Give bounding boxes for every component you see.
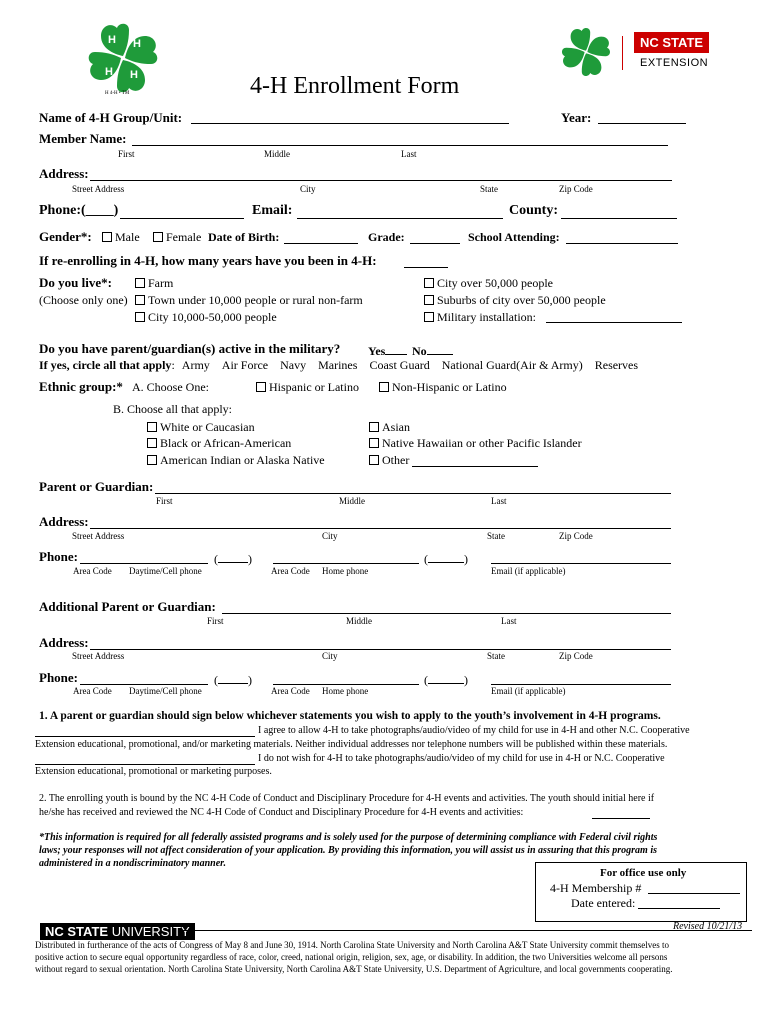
guardian1-home-input[interactable] xyxy=(273,563,419,564)
guardian2-area-code2: Area Code xyxy=(271,686,310,696)
guardian1-area-code: Area Code xyxy=(73,566,112,576)
guardian1-first: First xyxy=(156,496,173,506)
guardian1-daytime-input[interactable] xyxy=(80,563,208,564)
checkbox-icon[interactable] xyxy=(147,422,157,432)
disclaimer-line-1: *This information is required for all federally assisted programs and is solely used for the purpose of determining compliance with Federal civil rights xyxy=(39,832,658,843)
guardian1-extra-paren: ( ) xyxy=(424,552,468,566)
checkbox-icon[interactable] xyxy=(424,312,434,322)
year-label: Year: xyxy=(561,110,592,125)
branch-item[interactable]: Marines xyxy=(318,358,358,372)
agree-line-2: Extension educational, promotional, and/or marketing materials. Neither individual addresses nor telephone numbers will be published within these materials. xyxy=(35,739,668,750)
years-label: If re-enrolling in 4-H, how many years have you been in 4-H: xyxy=(39,253,377,268)
guardian1-street: Street Address xyxy=(72,531,125,541)
branch-item[interactable]: Army xyxy=(181,358,210,372)
distributed-line-1: Distributed in furtherance of the acts of Congress of May 8 and June 30, 1914. North Carolina State University and North Carolina A&T State University commit themselves to xyxy=(35,940,669,950)
checkbox-icon[interactable] xyxy=(369,422,379,432)
guardian1-area-code2: Area Code xyxy=(271,566,310,576)
not-line-2: Extension educational, promotional or marketing purposes. xyxy=(35,766,272,777)
guardian1-last: Last xyxy=(491,496,507,506)
guardian1-home-paren: ( ) xyxy=(214,552,252,566)
live-city-over[interactable]: City over 50,000 people xyxy=(424,276,553,291)
checkbox-icon[interactable] xyxy=(256,382,266,392)
dob-input[interactable] xyxy=(284,243,358,244)
race-white[interactable]: White or Caucasian xyxy=(147,420,255,435)
guardian1-address-input[interactable] xyxy=(90,528,671,529)
office-title: For office use only xyxy=(600,867,687,879)
member-last: Last xyxy=(401,149,417,159)
county-input[interactable] xyxy=(561,218,677,219)
agree-line-1: I agree to allow 4-H to take photographs/audio/video of my child for use in 4-H and other N.C. Cooperative xyxy=(258,725,690,736)
checkbox-icon[interactable] xyxy=(369,455,379,465)
live-label: Do you live*: xyxy=(39,275,112,290)
live-choose: (Choose only one) xyxy=(39,293,128,307)
group-input[interactable] xyxy=(191,123,509,124)
race-hawaiian[interactable]: Native Hawaiian or other Pacific Islander xyxy=(369,436,582,451)
military-question: Do you have parent/guardian(s) active in the military? xyxy=(39,341,341,356)
guardian1-phone-label: Phone: xyxy=(39,549,78,564)
live-town[interactable]: Town under 10,000 people or rural non-farm xyxy=(135,293,363,308)
grade-input[interactable] xyxy=(410,243,460,244)
office-date-input[interactable] xyxy=(638,908,720,909)
member-input[interactable] xyxy=(132,145,668,146)
guardian1-home: Home phone xyxy=(322,566,369,576)
ethnic-a: A. Choose One: xyxy=(132,380,209,394)
guardian2-daytime: Daytime/Cell phone xyxy=(129,686,202,696)
checkbox-icon[interactable] xyxy=(135,295,145,305)
checkbox-icon[interactable] xyxy=(379,382,389,392)
phone-label: Phone:(____) xyxy=(39,203,119,218)
email-label: Email: xyxy=(252,203,293,218)
guardian1-daytime: Daytime/Cell phone xyxy=(129,566,202,576)
guardian2-email: Email (if applicable) xyxy=(491,686,566,696)
guardian1-address-label: Address: xyxy=(39,514,89,529)
race-indian[interactable]: American Indian or Alaska Native xyxy=(147,453,325,468)
disclaimer-line-2: laws; your responses will not affect consideration of your application. By providing this information, you will assist us in assuring that this program is xyxy=(39,845,657,856)
conduct-line-2: he/she has received and reviewed the NC 4-H Code of Conduct and Disciplinary Procedure for 4-H events and activities: xyxy=(39,807,524,818)
years-input[interactable] xyxy=(404,267,448,268)
address-city: City xyxy=(300,184,316,194)
footer-divider xyxy=(182,930,752,931)
revised-date: Revised 10/21/13 xyxy=(673,921,743,932)
guardian2-city: City xyxy=(322,651,338,661)
extension-label: EXTENSION xyxy=(640,57,709,69)
guardian2-zip: Zip Code xyxy=(559,651,593,661)
military-yes[interactable]: Yes xyxy=(368,342,407,359)
race-black[interactable]: Black or African-American xyxy=(147,436,291,451)
live-suburbs[interactable]: Suburbs of city over 50,000 people xyxy=(424,293,606,308)
guardian2-email-input[interactable] xyxy=(491,684,671,685)
checkbox-icon[interactable] xyxy=(424,295,434,305)
military-no[interactable]: No xyxy=(412,342,453,359)
clover-small-icon xyxy=(558,24,614,80)
school-input[interactable] xyxy=(566,243,678,244)
office-membership: 4-H Membership # xyxy=(550,881,642,895)
live-military[interactable]: Military installation: xyxy=(424,310,536,325)
office-date: Date entered: xyxy=(571,896,636,910)
address-state: State xyxy=(480,184,498,194)
guardian1-email: Email (if applicable) xyxy=(491,566,566,576)
military-installation-input[interactable] xyxy=(546,322,682,323)
checkbox-icon[interactable] xyxy=(153,232,163,242)
guardian2-home-input[interactable] xyxy=(273,684,419,685)
svg-text:H: H xyxy=(130,69,138,81)
checkbox-icon[interactable] xyxy=(135,312,145,322)
branch-item[interactable]: Navy xyxy=(280,358,307,372)
member-label: Member Name: xyxy=(39,131,127,146)
checkbox-icon[interactable] xyxy=(135,278,145,288)
guardian1-label: Parent or Guardian: xyxy=(39,479,154,494)
ethnic-label: Ethnic group:* xyxy=(39,379,123,394)
disclaimer-line-3: administered in a nondiscriminatory manner. xyxy=(39,858,226,869)
guardian2-extra-paren: ( ) xyxy=(424,673,468,687)
gender-female[interactable]: Female xyxy=(153,230,201,245)
conduct-line-1: 2. The enrolling youth is bound by the NC 4-H Code of Conduct and Disciplinary Procedure for 4-H events and activities. The youth should initial here if xyxy=(39,793,655,804)
guardian1-middle: Middle xyxy=(339,496,365,506)
ncstate-university-logo: NC STATE UNIVERSITY xyxy=(40,923,195,940)
office-membership-input[interactable] xyxy=(648,893,740,894)
year-input[interactable] xyxy=(598,123,686,124)
checkbox-icon[interactable] xyxy=(147,438,157,448)
ethnic-hispanic[interactable]: Hispanic or Latino xyxy=(256,380,359,395)
guardian2-home-paren: ( ) xyxy=(214,673,252,687)
guardian2-address-input[interactable] xyxy=(90,649,671,650)
guardian2-address-label: Address: xyxy=(39,635,89,650)
guardian1-city: City xyxy=(322,531,338,541)
guardian2-daytime-input[interactable] xyxy=(80,684,208,685)
live-city[interactable]: City 10,000-50,000 people xyxy=(135,310,277,325)
guardian2-middle: Middle xyxy=(346,616,372,626)
guardian2-home: Home phone xyxy=(322,686,369,696)
clover-logo-icon xyxy=(83,18,163,98)
grade-label: Grade: xyxy=(368,230,405,244)
checkbox-icon[interactable] xyxy=(102,232,112,242)
race-asian[interactable]: Asian xyxy=(369,420,410,435)
military-branches: If yes, circle all that apply: Army Air Force Navy Marines Coast Guard National Guard(Air & Army) Reserves xyxy=(39,358,639,372)
branch-item[interactable]: Coast Guard xyxy=(369,358,430,372)
guardian1-state: State xyxy=(487,531,505,541)
address-label: Address: xyxy=(39,166,89,181)
phone-input[interactable] xyxy=(120,218,244,219)
statements-heading: 1. A parent or guardian should sign below whichever statements you wish to apply to the youth’s involvement in 4-H programs. xyxy=(39,710,661,722)
gender-male[interactable]: Male xyxy=(102,230,140,245)
branch-item[interactable]: National Guard(Air & Army) xyxy=(441,358,583,372)
distributed-line-2: positive action to secure equal opportunity regardless of race, color, creed, national origin, religion, sex, age, or disability. In addition, the two Universities welcome all persons xyxy=(35,952,668,962)
checkbox-icon[interactable] xyxy=(369,438,379,448)
address-street: Street Address xyxy=(72,184,125,194)
ethnic-b: B. Choose all that apply: xyxy=(113,402,232,416)
svg-text:H: H xyxy=(105,66,113,78)
live-farm[interactable]: Farm xyxy=(135,276,173,291)
guardian2-input[interactable] xyxy=(222,613,671,614)
race-other[interactable]: Other xyxy=(369,453,409,468)
guardian2-state: State xyxy=(487,651,505,661)
ncstate-badge: NC STATE xyxy=(634,32,709,53)
guardian2-first: First xyxy=(207,616,224,626)
address-input[interactable] xyxy=(90,180,672,181)
branch-item[interactable]: Air Force xyxy=(221,358,269,372)
agree-signature-input[interactable] xyxy=(35,736,255,737)
logo-subtext: H 4-H • TM xyxy=(105,91,130,96)
branch-item[interactable]: Reserves xyxy=(594,358,639,372)
gender-label: Gender*: xyxy=(39,229,92,244)
checkbox-icon[interactable] xyxy=(147,455,157,465)
svg-text:H: H xyxy=(108,34,116,46)
member-first: First xyxy=(118,149,135,159)
guardian2-label: Additional Parent or Guardian: xyxy=(39,599,216,614)
guardian1-email-input[interactable] xyxy=(491,563,671,564)
ethnic-non-hispanic[interactable]: Non-Hispanic or Latino xyxy=(379,380,507,395)
distributed-line-3: without regard to sexual orientation. North Carolina State University, North Carolina A&T State University, U.S. Department of Agriculture, and local governments cooperating. xyxy=(35,964,673,974)
checkbox-icon[interactable] xyxy=(424,278,434,288)
school-label: School Attending: xyxy=(468,230,560,244)
dob-label: Date of Birth: xyxy=(208,230,280,244)
group-label: Name of 4-H Group/Unit: xyxy=(39,110,183,125)
guardian2-area-code: Area Code xyxy=(73,686,112,696)
guardian1-input[interactable] xyxy=(155,493,671,494)
not-line-1: I do not wish for 4-H to take photographs/audio/video of my child for use in 4-H or N.C. Cooperative xyxy=(258,753,665,764)
address-zip: Zip Code xyxy=(559,184,593,194)
email-input[interactable] xyxy=(297,218,503,219)
guardian2-phone-label: Phone: xyxy=(39,670,78,685)
guardian2-street: Street Address xyxy=(72,651,125,661)
conduct-initials-input[interactable] xyxy=(592,818,650,819)
guardian1-zip: Zip Code xyxy=(559,531,593,541)
svg-text:H: H xyxy=(133,38,141,50)
guardian2-last: Last xyxy=(501,616,517,626)
member-middle: Middle xyxy=(264,149,290,159)
logo-divider xyxy=(622,36,623,70)
race-other-input[interactable] xyxy=(412,466,538,467)
not-signature-input[interactable] xyxy=(35,764,255,765)
page-title: 4-H Enrollment Form xyxy=(250,73,460,99)
county-label: County: xyxy=(509,203,559,218)
